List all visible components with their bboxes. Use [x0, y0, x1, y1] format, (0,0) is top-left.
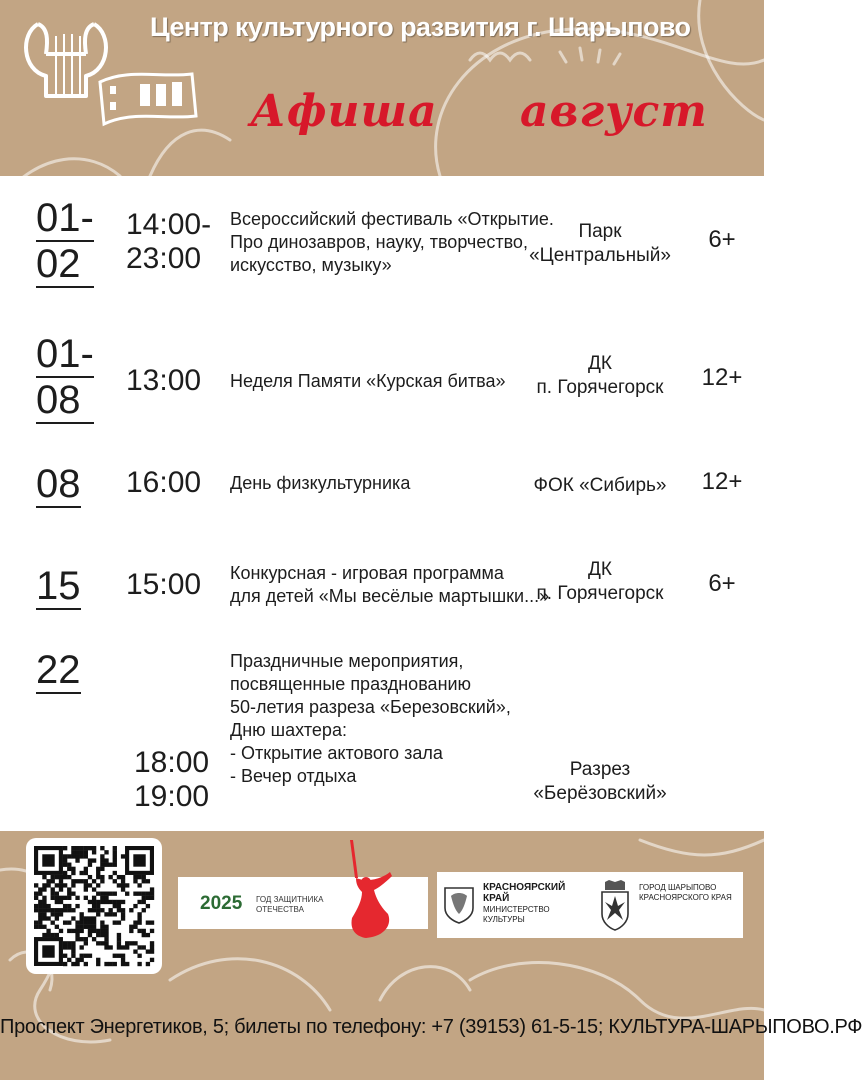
ministry-title-line: КРАСНОЯРСКИЙ	[483, 882, 566, 893]
qr-code[interactable]	[26, 838, 162, 974]
event-time	[126, 364, 201, 398]
date-line: 01-	[36, 332, 94, 376]
event-venue	[528, 758, 672, 806]
event-venue	[528, 220, 672, 268]
title-line: День физкультурника	[230, 473, 411, 493]
event-date	[36, 648, 81, 694]
sharypovo-coat-of-arms-icon	[599, 880, 631, 932]
title-line: Про динозавров, науку, творчество,	[230, 232, 528, 252]
title-line: Дню шахтера:	[230, 720, 347, 740]
qr-code-pattern	[34, 846, 154, 966]
time-line: 19:00	[134, 780, 210, 813]
event-time	[126, 568, 201, 602]
event-date	[36, 462, 81, 508]
date-line: 02	[36, 242, 94, 288]
motherland-statue-icon	[336, 838, 396, 942]
event-date	[36, 564, 81, 610]
title-line: Праздничные мероприятия,	[230, 651, 464, 671]
event-date	[36, 332, 94, 424]
ministry-title	[483, 882, 565, 904]
event-time	[134, 746, 209, 814]
krasnoyarsk-coat-of-arms-icon	[443, 884, 475, 924]
date-line: 08	[36, 378, 94, 424]
contacts-line: Проспект Энергетиков, 5; билеты по телефону: +7 (39153) 61-5-15; КУЛЬТУРА-ШАРЫПОВО.РФ	[0, 1016, 862, 1038]
ministry-subtitle	[483, 905, 550, 925]
age-rating: 6+	[708, 226, 736, 253]
title-line: искусство, музыку»	[230, 255, 392, 275]
venue-line: «Берёзовский»	[533, 783, 667, 804]
venue-line: ДК	[588, 353, 612, 374]
event-venue	[528, 474, 672, 498]
time-line: 23:00	[126, 242, 202, 275]
time-line: 15:00	[126, 568, 202, 601]
time-line: 18:00	[134, 746, 210, 779]
banner-text-line: ОТЕЧЕСТВА	[256, 905, 304, 914]
event-title	[230, 370, 505, 393]
age-rating: 6+	[708, 570, 736, 597]
title-line: 50-летия разреза «Березовский»,	[230, 697, 511, 717]
venue-line: «Центральный»	[529, 245, 671, 266]
ministry-subtitle-line: КУЛЬТУРЫ	[483, 915, 525, 924]
venue-line: п. Горячегорск	[536, 583, 664, 604]
event-time	[126, 208, 211, 276]
event-title	[230, 208, 554, 277]
organization-title: Центр культурного развития г. Шарыпово	[150, 12, 691, 42]
banner-year: 2025	[200, 893, 243, 914]
title-line: Всероссийский фестиваль «Открытие.	[230, 209, 554, 229]
date-line: 08	[36, 462, 81, 506]
title-line: - Вечер отдыха	[230, 766, 357, 786]
age-rating: 12+	[701, 364, 743, 391]
venue-line: Парк	[578, 221, 622, 242]
title-line: посвященные празднованию	[230, 674, 472, 694]
event-title	[230, 650, 511, 788]
age-rating: 12+	[701, 468, 743, 495]
city-caption	[639, 883, 732, 903]
city-caption-line: КРАСНОЯРСКОГО КРАЯ	[639, 893, 732, 902]
venue-line: ДК	[588, 559, 612, 580]
time-line: 16:00	[126, 466, 202, 499]
time-line: 13:00	[126, 364, 202, 397]
date-line: 15	[36, 564, 81, 608]
venue-line: ФОК «Сибирь»	[533, 475, 667, 496]
city-caption-line: ГОРОД ШАРЫПОВО	[639, 883, 717, 892]
film-reel-icon	[100, 62, 200, 126]
title-line: - Открытие актового зала	[230, 743, 443, 763]
afisha-month: август	[520, 86, 708, 137]
date-line: 01-	[36, 196, 94, 240]
event-title	[230, 472, 410, 495]
event-venue	[528, 352, 672, 400]
venue-line: п. Горячегорск	[536, 377, 664, 398]
date-line: 22	[36, 648, 81, 692]
banner-text-line: ГОД ЗАЩИТНИКА	[256, 895, 324, 904]
time-line: 14:00-	[126, 208, 212, 241]
event-date	[36, 196, 94, 288]
venue-line: Разрез	[569, 759, 631, 780]
event-title	[230, 562, 549, 608]
event-time	[126, 466, 201, 500]
title-line: Конкурсная - игровая программа	[230, 563, 504, 583]
ministry-subtitle-line: МИНИСТЕРСТВО	[483, 905, 550, 914]
government-logos	[437, 872, 743, 938]
banner-text	[256, 895, 323, 915]
afisha-heading: Афиша	[250, 86, 438, 137]
ministry-title-line: КРАЙ	[483, 893, 510, 904]
title-line: для детей «Мы весёлые мартышки...»	[230, 586, 550, 606]
event-venue	[528, 558, 672, 606]
title-line: Неделя Памяти «Курская битва»	[230, 371, 506, 391]
